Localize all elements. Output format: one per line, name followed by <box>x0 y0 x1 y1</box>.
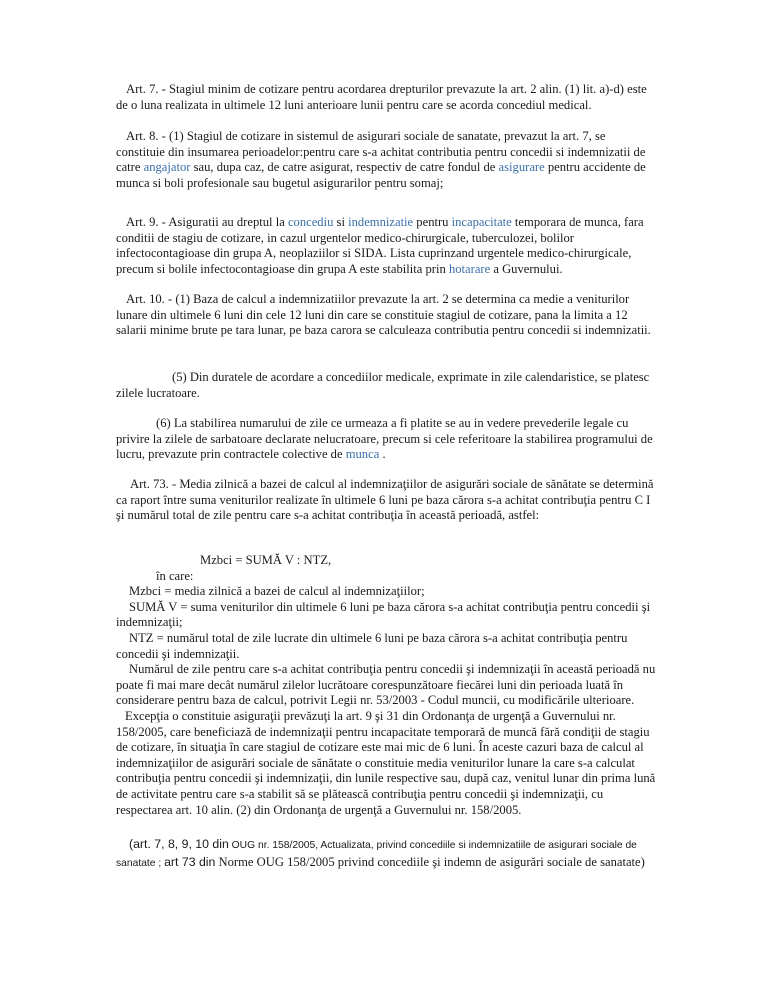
article-10-paragraph-6: (6) La stabilirea numarului de zile ce urmeaza a fi platite se au in vedere prevederile legale cu privire la zilele de sarbatoare declarate nelucratoare, precum si cele referitoare la stabilirea programului de lucru, prevazute prin contractele colective de munca . <box>116 416 653 462</box>
formula: Mzbci = SUMĂ V : NTZ, <box>200 553 332 567</box>
paragraph-numarul: Numărul de zile pentru care s-a achitat contribuţia pentru concedii şi indemnizaţii în această perioadă nu poate fi mai mare decât numărul zilelor lucrătoare corespunzătoare fiecărei luni din perioada luată în considerare pentru baza de calcul, potrivit Legii nr. 53/2003 - Codul muncii, cu modificările ulterioare. <box>116 662 656 708</box>
article-8: Art. 8. - (1) Stagiul de cotizare in sistemul de asigurari sociale de sanatate, prevazut la art. 7, se constituie din insumarea perioadelor:pentru care s-a achitat contributia pentru concedii si indemnizatii de catre angajator sau, dupa caz, de catre asigurat, respectiv de catre fondul de asigurare pentru accidente de munca si boli profesionale sau bugetul asigurarilor pentru somaj; <box>116 129 646 190</box>
article-10-text: Art. 10. - (1) Baza de calcul a indemnizatiilor prevazute la art. 2 se determina ca medie a veniturilor lunare din ultimele 6 luni din cele 12 luni din care se constituie stagiul de cotizare, pana la limita a 12 salarii minime brute pe tara lunar, pe baza carora se calculeaza contributia pentru concedii si indemnizatii. <box>116 292 651 338</box>
link-hotarare[interactable]: hotarare <box>448 261 491 276</box>
paragraph-exceptia: Excepţia o constituie asiguraţii prevăzuţi la art. 9 şi 31 din Ordonanţa de urgenţă a Guvernului nr. 158/2005, care beneficiază de indemnizaţii pentru incapacitate temporară de muncă fără condiţii de stagiu de cotizare, în situaţia în care stagiul de cotizare este mai mic de 6 luni. În aceste cazuri baza de calcul al indemnizaţiilor de asigurări sociale de sănătate o constituie media veniturilor lunare la care s-a calculat contribuţia pentru concedii şi indemnizaţii, din lunile respective sau, după caz, venitul lunar din prima lună de activitate pentru care s-a stabilit să se plătească contribuţia pentru concedii şi indemnizaţii, cu respectarea art. 10 alin. (2) din Ordonanţa de urgenţă a Guvernului nr. 158/2005. <box>116 708 656 817</box>
link-munca[interactable]: munca <box>345 447 380 462</box>
link-incapacitate[interactable]: incapacitate <box>451 215 512 229</box>
formula-block <box>116 553 656 818</box>
article-73: Art. 73. - Media zilnică a bazei de calcul al indemnizaţiilor de asigurări sociale de sănătate se determină ca raport între suma veniturilor realizate în ultimele 6 luni pe baza cărora s-a achitat contribuţia pentru C I şi numărul total de zile pentru care s-a achitat contribuţia în această perioadă, astfel: <box>116 477 654 523</box>
definition-ntz: NTZ = numărul total de zile lucrate din ultimele 6 luni pe baza cărora s-a achitat contribuţia pentru concedii şi indemnizaţii. <box>116 630 628 661</box>
article-7-text: Art. 7. - Stagiul minim de cotizare pentru acordarea drepturilor prevazute la art. 2 alin. (1) lit. a)-d) este de o luna realizata in ultimele 12 luni anterioare lunii pentru care se acorda concediul medical. <box>116 82 647 112</box>
article-10 <box>116 292 656 339</box>
in-care-label: în care: <box>156 568 194 583</box>
definition-mzbci: Mzbci = media zilnică a bazei de calcul al indemnizaţiilor; <box>129 584 425 599</box>
article-9: Art. 9. - Asiguratii au dreptul la concediu si indemnizatie pentru incapacitate temporara de munca, fara conditii de stagiu de cotizare, in cazul urgentelor medico-chirurgicale, tuberculozei, bolilor infectocontagioase din grupa A, neoplaziilor si SIDA. Lista cuprinzand urgentele medico-chirurgicale, precum si bolile infectocontagioase din grupa A este stabilita prin hotarare a Guvernului. <box>116 215 644 276</box>
link-angajator[interactable]: angajator <box>143 160 191 175</box>
link-indemnizatie[interactable]: indemnizatie <box>348 215 414 229</box>
link-asigurare[interactable]: asigurare <box>498 160 545 175</box>
definition-suma-v: SUMĂ V = suma veniturilor din ultimele 6 luni pe baza cărora s-a achitat contribuţia pentru concedii şi indemnizaţii; <box>116 599 651 630</box>
article-10-paragraph-5: (5) Din duratele de acordare a concediilor medicale, exprimate in zile calendaristice, se platesc zilele lucratoare. <box>116 370 650 400</box>
source-citation: (art. 7, 8, 9, 10 din OUG nr. 158/2005, Actualizata, privind concediile si indemnizatiile de asigurari sociale de sanatate ; art 73 din Norme OUG 158/2005 privind concediile şi indemn de asigurări sociale de sanatate) <box>116 837 645 869</box>
link-concediu[interactable]: concediu <box>287 215 334 229</box>
article-7 <box>116 82 656 113</box>
